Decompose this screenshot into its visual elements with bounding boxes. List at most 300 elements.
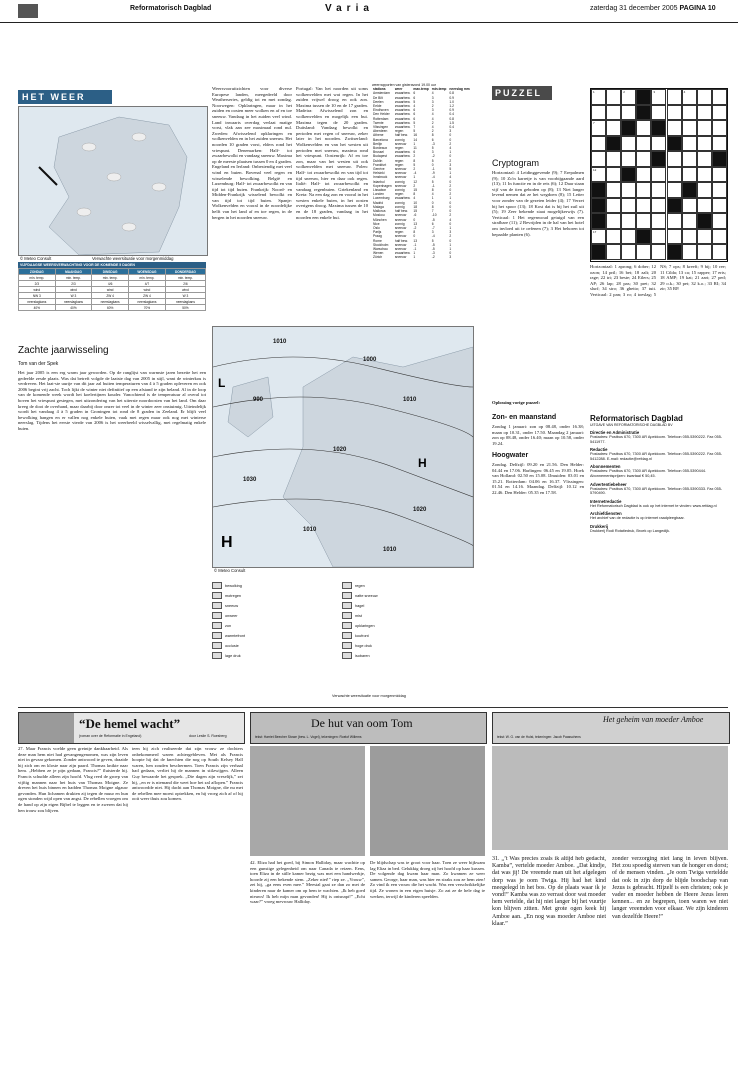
netherlands-map-svg xyxy=(19,107,207,255)
crossword-cell[interactable] xyxy=(621,105,636,121)
crossword-cell xyxy=(667,136,682,152)
crossword-cell[interactable] xyxy=(621,182,636,198)
crossword-cell[interactable] xyxy=(712,136,727,152)
europe-table-cell: 5 xyxy=(431,158,434,163)
europe-table-cell: 0 xyxy=(449,209,452,214)
europe-table-cell: Vlissingen xyxy=(373,125,389,130)
tide-title: Zon- en maanstand xyxy=(492,414,557,421)
crossword-cell[interactable] xyxy=(651,198,666,214)
europe-table-cell: 18 xyxy=(413,204,418,209)
crossword-cell[interactable] xyxy=(621,151,636,167)
europe-table-cell: zwaarbew. xyxy=(394,125,411,130)
europe-table-cell: Twente xyxy=(373,120,384,125)
crossword-cell xyxy=(591,198,606,214)
crossword-cell[interactable] xyxy=(651,229,666,245)
crossword-cell[interactable] xyxy=(621,89,636,105)
europe-table-cell: regen xyxy=(394,146,404,151)
forecast-table xyxy=(18,268,206,311)
crossword-cell[interactable] xyxy=(697,182,712,198)
crossword-cell[interactable] xyxy=(636,120,651,136)
crossword-cell[interactable] xyxy=(651,105,666,121)
crossword-cell[interactable] xyxy=(591,136,606,152)
forecast-cell: ZW 4 xyxy=(128,293,165,299)
europe-table-cell: Praag xyxy=(373,234,382,239)
forecast-day-4: DONDERDAG xyxy=(165,269,205,275)
crossword-cell[interactable] xyxy=(667,105,682,121)
crossword-cell[interactable] xyxy=(697,89,712,105)
europe-table-cell: 4 xyxy=(431,112,434,117)
colophon-section-text: Postadres: Postbus 670, 7300 AR Apeldoorn. Telefoon 055-5390333. Fax 055-5790490. xyxy=(590,486,723,496)
europe-table-cell: Barcelona xyxy=(373,137,388,142)
europe-table-cell: Budapest xyxy=(373,154,387,159)
europe-table-cell: 6 xyxy=(413,95,416,100)
crossword-cell[interactable] xyxy=(697,105,712,121)
crossword-cell[interactable] xyxy=(591,167,606,183)
legend-symbol-icon xyxy=(342,582,352,589)
crossword-number: 17 xyxy=(593,229,597,234)
crossword-cell[interactable] xyxy=(712,167,727,183)
europe-table-cell: 6 xyxy=(431,137,434,142)
legend-label: sneeuw xyxy=(225,603,239,608)
forecast-day-3: WOENSDAG xyxy=(128,269,165,275)
crossword-cell[interactable] xyxy=(682,213,697,229)
europe-table-cell: zwaarbew. xyxy=(394,154,411,159)
story1-text-1: 27. Maar Francis voelde geen greintje dankbaarheid. Als deze man hem niet had gevangengenomen, was zijn leven niet in gevaar gekomen. Zonder antwoord te geven, draaide hij zich om en kloste naar zijn paard. Thomas knikte naar hem. „Hebben ze je pijn gedaan, Francis?” fluisterde hij. Francis schudde alleen zijn hoofd. Vlug reed de groep van vijftig mannen naar het huis van Thomas Moigne. Ze dreven het huis binnen en hadden Thomas Moigne algauw gevonden. Hun lichamen drukten zij tegen de muur en hun ogen stonden wijd open van angst. De rebellen vroegen om de hand op zijn eigen Bijbel te leggen en te zweren dat hij hen trouw zou blijven. xyxy=(18,746,128,813)
europe-table-cell: Malaga xyxy=(373,204,384,209)
europe-table-cell: 1 xyxy=(449,150,452,155)
europe-table-cell: 4 xyxy=(431,91,434,96)
crossword-cell[interactable] xyxy=(636,213,651,229)
europe-table-cell: 8 xyxy=(413,192,416,197)
europe-table-cell: Zürich xyxy=(373,255,383,260)
crossword-cell[interactable] xyxy=(667,213,682,229)
legend-symbol-icon xyxy=(212,602,222,609)
colophon-section-head: Directie en Administratie xyxy=(590,430,640,435)
crossword-cell xyxy=(591,213,606,229)
crossword-grid[interactable] xyxy=(590,88,728,262)
crossword-cell xyxy=(591,182,606,198)
europe-table-cell: 3 xyxy=(449,129,452,134)
europe-table-cell: 2 xyxy=(449,192,452,197)
crossword-cell[interactable] xyxy=(682,136,697,152)
europe-table-cell: 13 xyxy=(413,238,418,243)
europe-table-cell: sneeuw xyxy=(394,234,407,239)
europe-table-cell: 4 xyxy=(413,196,416,201)
crossword-cell[interactable] xyxy=(651,136,666,152)
crossword-cell xyxy=(621,167,636,183)
colophon-section-head: Archiefdiensten xyxy=(590,511,622,517)
europe-table-cell: zwaarbew. xyxy=(394,108,411,113)
europe-table-cell: Innsbruck xyxy=(373,175,388,180)
europe-table-cell: 16 xyxy=(413,133,418,138)
forecast-cell: 50% xyxy=(165,305,205,311)
crossword-cell[interactable] xyxy=(697,229,712,245)
europe-table-cell: -2 xyxy=(431,255,435,260)
legend-map-caption: Verwachte weersituatie voor morgenmiddag xyxy=(332,694,406,698)
europe-table-cell: 5 xyxy=(413,162,416,167)
legend-label: bewolking xyxy=(225,583,242,588)
crossword-cell[interactable] xyxy=(667,120,682,136)
europe-table-cell: half bew. xyxy=(394,238,408,243)
europe-table-cell: 6 xyxy=(413,112,416,117)
legend-item xyxy=(342,632,472,639)
crossword-cell[interactable] xyxy=(636,198,651,214)
forecast-day-2: DINSDAG xyxy=(92,269,129,275)
crossword-cell[interactable] xyxy=(636,167,651,183)
crossword-cell[interactable] xyxy=(667,182,682,198)
legend-item xyxy=(342,622,472,629)
europe-table-cell: -3 xyxy=(431,251,435,256)
europe-table-cell: 0 xyxy=(449,137,452,142)
europe-table-cell: regen xyxy=(394,158,404,163)
europe-table-cell: 5 xyxy=(431,238,434,243)
nl-map-caption: Verwachte weersituatie voor morgenmiddag xyxy=(92,256,174,261)
five-day-forecast xyxy=(18,262,206,311)
europe-table-cell: 3 xyxy=(431,99,434,104)
europe-table-cell: 0 xyxy=(449,251,452,256)
legend-symbol-icon xyxy=(212,612,222,619)
crossword-cell[interactable] xyxy=(712,89,727,105)
crossword-cell[interactable] xyxy=(606,229,621,245)
crossword-cell[interactable] xyxy=(651,244,666,260)
isobar-label: 1030 xyxy=(243,477,257,483)
crossword-cell[interactable] xyxy=(606,151,621,167)
crossword-cell[interactable] xyxy=(651,89,666,105)
isobar-label: 1020 xyxy=(413,507,427,513)
europe-table-cell: Berlijn xyxy=(373,141,383,146)
forecast-cell: wind xyxy=(128,287,165,293)
europe-table-cell: -10 xyxy=(431,213,437,218)
crossword-cell[interactable] xyxy=(682,120,697,136)
europe-table-cell: -9 xyxy=(431,171,435,176)
europe-table-header: max.temp xyxy=(413,87,429,92)
forecast-row xyxy=(19,305,206,311)
legend-item xyxy=(212,632,342,639)
crossword-cell[interactable] xyxy=(682,89,697,105)
europe-table-cell: 0 xyxy=(449,204,452,209)
legend-label: isobaren xyxy=(355,653,370,658)
europe-table-cell: Dublin xyxy=(373,158,383,163)
europe-table-cell: 0.4 xyxy=(449,112,454,117)
crossword-cell[interactable] xyxy=(651,213,666,229)
crossword-cell[interactable] xyxy=(682,198,697,214)
europe-table-cell: 0 xyxy=(413,217,416,222)
crossword-cell[interactable] xyxy=(591,151,606,167)
europe-table-cell: 0 xyxy=(449,154,452,159)
crossword-cell[interactable] xyxy=(682,244,697,260)
crossword-cell[interactable] xyxy=(606,244,621,260)
europe-table-cell: Rome xyxy=(373,238,382,243)
europe-table-cell: Istanbul xyxy=(373,179,385,184)
crossword-cell[interactable] xyxy=(606,167,621,183)
europe-table-cell: 3 xyxy=(449,162,452,167)
crossword-cell[interactable] xyxy=(697,244,712,260)
crossword-cell xyxy=(667,198,682,214)
crossword-cell[interactable] xyxy=(697,198,712,214)
europe-table-cell: regen xyxy=(394,192,404,197)
europe-table-cell: regen xyxy=(394,162,404,167)
crossword-cell[interactable] xyxy=(697,120,712,136)
europe-table-cell: Moskou xyxy=(373,213,385,218)
europe-table-cell: 7 xyxy=(431,209,434,214)
bottom-separator xyxy=(18,707,728,708)
legend-symbol-icon xyxy=(212,632,222,639)
crossword-cell[interactable] xyxy=(697,136,712,152)
europe-table-cell: 1.5 xyxy=(449,120,454,125)
europe-table-cell: sneeuw xyxy=(394,217,407,222)
crossword-cell[interactable] xyxy=(621,213,636,229)
crossword-cell xyxy=(651,120,666,136)
europe-table-cell: Frankfurt xyxy=(373,162,387,167)
legend-item xyxy=(342,642,472,649)
europe-table-cell: 5 xyxy=(449,167,452,172)
europe-table-cell: -1 xyxy=(413,246,417,251)
crossword-cell xyxy=(591,244,606,260)
forecast-cell: ZW 4 xyxy=(92,293,129,299)
story3-text-2: zonder verzorging niet lang in leven blijven. Het zou spoedig sterven van de honger en dorst; of de mensen vinden. „Je oom Twiga verteldde dat ook in zijn dorp de blijde boodschap van Jezus is gebracht. Hijzelf is een christen; ook je vader en moeder hebben de Heere Jezus leren kennen... en ze begrepen, toen waren we niet langer vreemden voor elkaar. We zijn kinderen van dezelfde Heere!” xyxy=(612,856,728,920)
story2-header xyxy=(250,712,487,744)
colophon-section-text: Postadres: Postbus 670, 7300 AR Apeldoorn. Telefoon 055-5390222. Fax 055-5411977. xyxy=(590,435,723,444)
europe-table-cell: Oslo xyxy=(373,225,380,230)
legend-symbol-icon xyxy=(342,592,352,599)
story3-header xyxy=(492,712,730,744)
europe-table-cell: zwaarbew. xyxy=(394,251,411,256)
europe-table-cell: 1.2 xyxy=(449,104,454,109)
europe-table-cell: Kopenhagen xyxy=(373,183,392,188)
forecast-cell: min. temp. xyxy=(19,275,56,281)
crossword-cell xyxy=(621,120,636,136)
legend-item xyxy=(342,582,472,589)
tide-title-2: Hoogwater xyxy=(492,452,529,459)
crossword-cell xyxy=(667,244,682,260)
colophon-subtitle: UITGAVE VAN REFORMATORISCHE DAGBLAD BV xyxy=(590,423,673,427)
crossword-cell[interactable] xyxy=(591,229,606,245)
crossword-cell[interactable] xyxy=(712,182,727,198)
crossword-cell[interactable] xyxy=(667,89,682,105)
europe-table-cell: 1 xyxy=(431,196,434,201)
wind-arrow xyxy=(39,167,57,185)
isobar-label: 990 xyxy=(253,397,264,403)
colophon-section-head: Internetredactie xyxy=(590,498,622,504)
crossword-cell[interactable] xyxy=(682,167,697,183)
europe-table-cell: 6 xyxy=(431,221,434,226)
forecast-cell: 70% xyxy=(128,305,165,311)
crossword-cell xyxy=(636,89,651,105)
europe-table-cell: 2 xyxy=(413,167,416,172)
crossword-cell[interactable] xyxy=(682,229,697,245)
crossword-cell[interactable] xyxy=(651,182,666,198)
crossword-cell[interactable] xyxy=(667,229,682,245)
crossword-cell[interactable] xyxy=(621,198,636,214)
europe-table-cell: 0 xyxy=(449,179,452,184)
europe-table-cell: -5 xyxy=(431,217,435,222)
europe-weather-table xyxy=(372,83,472,323)
forecast-cell: 2/3 xyxy=(55,281,92,287)
legend-item xyxy=(212,582,342,589)
colophon-section-head: Abonnementen xyxy=(590,464,621,470)
europe-table-cell: 7 xyxy=(413,125,416,130)
europe-table-cell: -4 xyxy=(413,171,417,176)
page-header xyxy=(0,0,738,23)
story2-illustration-2 xyxy=(370,746,485,856)
europe-table-cell: Genève xyxy=(373,167,385,172)
story1-author: door Leslie S. Ruesberg xyxy=(189,734,227,738)
crossword-cell[interactable] xyxy=(606,120,621,136)
colophon-sections xyxy=(590,430,726,534)
europe-table-cell: 4 xyxy=(413,104,416,109)
europe-table-cell: 2 xyxy=(431,104,434,109)
europe-table-cell: 2 xyxy=(449,158,452,163)
crossword-cell[interactable] xyxy=(682,105,697,121)
colophon-section-text: Het archief van de redactie is op internet raadpleegbaar. xyxy=(590,516,685,521)
legend-item xyxy=(212,602,342,609)
europe-table-header: weer xyxy=(394,87,403,92)
crossword-cell[interactable] xyxy=(712,229,727,245)
forecast-cell: 40% xyxy=(55,305,92,311)
europe-table-cell: 8 xyxy=(431,188,434,193)
crossword-cell[interactable] xyxy=(636,151,651,167)
weather-logo-text: HET WEER xyxy=(22,92,86,102)
europe-table-cell: Eelde xyxy=(373,104,382,109)
europe-table-cell: zwaarbew. xyxy=(394,150,411,155)
europe-table-cell: 4 xyxy=(431,125,434,130)
crossword-cell[interactable] xyxy=(712,198,727,214)
story3-illustration xyxy=(492,746,728,850)
europe-table-cell: -5 xyxy=(431,246,435,251)
puzzle-solution: Horizontaal: 1 aprong; 6 dober; 12 ozon; 14 pril; 16 bet; 18 zalt; 20 rage; 22 tri; 23 beste; 24 Eilers; 25 AP; 26 lap; 28 pas; 30 pret; 32 slurf; 34 stro; 36 ghetto; 37 tuit. Verticaal: 2 pan; 3 ro; 4 toeslag; 5 NS; 7 ops; 8 kreeft; 9 bij; 10 ree; 11 Cilda; 13 ca; 15 rapper; 17 erts; 18 AMP; 19 kat; 21 aart; 27 ped; 29 o.k.; 30 pet; 32 k.o.; 33 RI; 34 zir; 35 RP. xyxy=(590,264,726,297)
europe-table-cell: sneeuw xyxy=(394,255,407,260)
europe-table-cell: 5 xyxy=(431,146,434,151)
europe-table-cell: 8 xyxy=(413,230,416,235)
crossword-cell xyxy=(636,229,651,245)
forecast-cell: wind xyxy=(55,287,92,293)
crossword-cell[interactable] xyxy=(591,105,606,121)
crossword-cell[interactable] xyxy=(697,167,712,183)
puzzle-title: Cryptogram xyxy=(492,158,540,168)
crossword-cell[interactable] xyxy=(651,167,666,183)
europe-table-cell: -6 xyxy=(413,213,417,218)
issue-date xyxy=(590,5,716,12)
europe-table-header: min.temp xyxy=(431,87,447,92)
europe-table-cell: 0 xyxy=(449,238,452,243)
puzzle-solution-title xyxy=(492,400,584,406)
europe-table-cell: 5 xyxy=(413,120,416,125)
europe-table-cell: 6 xyxy=(413,116,416,121)
europe-table-cell: 8 xyxy=(431,133,434,138)
europe-table-cell: half bew. xyxy=(394,209,408,214)
crossword-number: 3 xyxy=(653,90,656,94)
europe-table-cell: sneeuw xyxy=(394,167,407,172)
legend-label: onweer xyxy=(225,613,238,618)
crossword-cell[interactable] xyxy=(712,244,727,260)
crossword-cell[interactable] xyxy=(591,89,606,105)
crossword-cell[interactable] xyxy=(667,167,682,183)
europe-table-cell: 6 xyxy=(413,108,416,113)
issue-date-text: zaterdag 31 december 2005 xyxy=(590,5,680,12)
crossword-cell[interactable] xyxy=(606,89,621,105)
story1-text-2: teen hij zich realiseerde dat zijn vrouw ze dochters onbekommerd waren achtergebleven. Met als Francis hoopte hij dat de knechten die nog op South Kelsey Hall waren, hen zouden beschermen. Toen Francis zijn verhaal had gedaan, verliet hij de mannen in stilzwijgen. Alleen Guy bewaarde het gesprek. „Die dagen zijn vreselijk,” zei hij, „en er is niemand die weet hoe het zal aflopen.” Francis antwoordde niet. Hij dacht aan Thomas Moigne, die nu met de rebellen mee moest optrekken, en hij vroeg zich af of hij ooit weer thuis zou komen. xyxy=(132,746,243,802)
crossword-cell[interactable] xyxy=(636,244,651,260)
europe-table-cell: 1 xyxy=(413,175,416,180)
crossword-cell[interactable] xyxy=(636,182,651,198)
forecast-cell: 2/3 xyxy=(19,281,56,287)
europe-pressure-map xyxy=(212,326,474,568)
crossword-cell[interactable] xyxy=(621,229,636,245)
story2-title: De hut van oom Tom xyxy=(311,716,413,730)
europe-table-cell: zonnig xyxy=(394,188,405,193)
crossword-cell[interactable] xyxy=(697,151,712,167)
europe-forecast-text-2: Portugal: Van het noorden uit soms wolkenvelden met wat regen. In het zuiden vrijwel droog en ook zon. Maxima tussen de 10 en de 17 graden. Madeira: Afwisselend zon en wolkenvelden en mogelijk een bui. Maxima tegen de 20 graden. Duitsland: Vandaag bewolkt en perioden met regen of sneeuw, zeker later in het noorden. Zwitserland: Wolkenvelden en van het westen uit perioden met sneeuw, maxima rond het vriespunt. Oostenrijk: Af en toe zon, maar van het westen uit ook wolkenvelden met sneeuw. Polen: Half- tot zwaarbewolkt en van tijd tot tijd sneeuw, hier en daar ook regen. Italië: Half- tot zwaarbewolkt en vandaag regenbuien. Griekenland en Kreta: Na een dag zon en vooral in het westen enkele buien, in het oosten overigens droog. Maxima tussen de 10 en de 18 graden, vandaag in het noorden een enkele bui. xyxy=(296,86,368,220)
europe-table-header: stations xyxy=(373,87,386,92)
europe-table-cell: 1 xyxy=(449,242,452,247)
europe-table-cell: sneeuw xyxy=(394,141,407,146)
europe-table-cell: 5 xyxy=(413,129,416,134)
crossword-number: 12 xyxy=(593,167,597,172)
europe-table-cell: 15 xyxy=(413,188,418,193)
forecast-cell: 4/7 xyxy=(128,281,165,287)
crossword-cell[interactable] xyxy=(621,136,636,152)
page-tab-marker xyxy=(18,4,38,18)
europe-table-cell: 1 xyxy=(449,225,452,230)
legend-label: zon xyxy=(225,623,232,628)
crossword-cell[interactable] xyxy=(591,120,606,136)
crossword-cell[interactable] xyxy=(621,244,636,260)
crossword-number: 1 xyxy=(593,90,595,94)
isobar-label: 1010 xyxy=(383,547,397,553)
crossword-cell[interactable] xyxy=(606,182,621,198)
europe-land-shape xyxy=(283,347,473,567)
solution-heading: Oplossing vorige puzzel: xyxy=(492,400,540,405)
crossword-cell[interactable] xyxy=(712,120,727,136)
forecast-cell: neerslagkans xyxy=(55,299,92,305)
europe-table-cell: 15 xyxy=(413,209,418,214)
forecast-cell: NW 3 xyxy=(19,293,56,299)
europe-table-cell: 13 xyxy=(413,221,418,226)
crossword-cell xyxy=(697,213,712,229)
crossword-cell[interactable] xyxy=(606,105,621,121)
forecast-cell: wind xyxy=(19,287,56,293)
puzzle-logo xyxy=(492,86,552,100)
legend-item xyxy=(212,592,342,599)
article-title: Zachte jaarwisseling xyxy=(18,345,109,356)
crossword-cell[interactable] xyxy=(682,151,697,167)
story2-credit: tekst: Harriet Beecher Stowe (bew. L. Vogel), tekeningen: Roelof Willems xyxy=(255,735,362,739)
crossword-cell[interactable] xyxy=(606,213,621,229)
europe-table-cell: 8 xyxy=(431,204,434,209)
tide-text: Zondag 1 januari: zon op 08.48, onder 16.38; maan op 10.31, onder 17.50. Maandag 2 januari: zon op 08.48, onder 16.40; maan op 10.58, onder 19.24. xyxy=(492,424,584,446)
crossword-cell[interactable] xyxy=(712,213,727,229)
europe-table-cell: 0.8 xyxy=(449,116,454,121)
legend-label: warmtefront xyxy=(225,633,246,638)
europe-table-cell: zwaarbew. xyxy=(394,99,411,104)
europe-table-cell: Wenen xyxy=(373,251,384,256)
legend-grid xyxy=(212,582,472,659)
crossword-cell[interactable] xyxy=(712,105,727,121)
crossword-cell[interactable] xyxy=(667,151,682,167)
crossword-cell[interactable] xyxy=(606,198,621,214)
europe-table-cell: zonnig xyxy=(394,204,405,209)
story2-illustration-1 xyxy=(250,746,365,856)
crossword-cell[interactable] xyxy=(636,136,651,152)
legend-item xyxy=(342,612,472,619)
forecast-cell: neerslagkans xyxy=(165,299,205,305)
europe-table-cell: 2 xyxy=(449,213,452,218)
europe-table-cell: 1 xyxy=(413,141,416,146)
colophon-section-text: Drukkerij Rodi Rotatiedruk, Broek op Langedijk. xyxy=(590,528,670,533)
legend-label: lage druk xyxy=(225,653,241,658)
europe-table-cell: zwaarbew. xyxy=(394,112,411,117)
forecast-cell: 4/6 xyxy=(92,281,129,287)
